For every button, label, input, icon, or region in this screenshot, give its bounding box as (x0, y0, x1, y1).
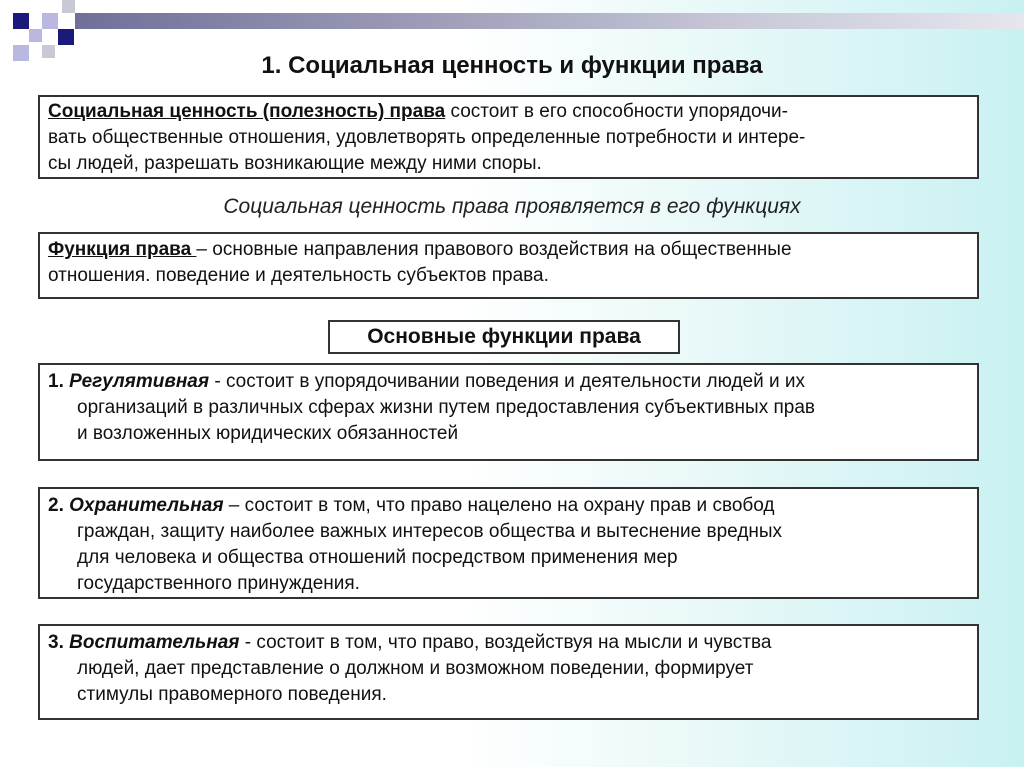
function-text: - состоит в упорядочивании поведения и деятельности людей и их (209, 371, 806, 392)
definition-term: Социальная ценность (полезность) права (48, 101, 446, 122)
function-name: Воспитательная (69, 632, 240, 653)
function-first-line (48, 630, 969, 656)
function-text: людей, дает представление о должном и возможном поведении, формирует (77, 658, 754, 679)
function-text: – состоит в том, что право нацелено на охрану прав и свобод (223, 495, 775, 516)
decor-square-grey (62, 0, 75, 13)
decor-square-lavender (29, 29, 42, 42)
function-name: Охранительная (69, 495, 224, 516)
function-text: организаций в различных сферах жизни путем предоставления субъективных прав (77, 397, 816, 418)
definition-text: – основные направления правового воздействия на общественные (196, 239, 792, 260)
definition-text: отношения. поведение и деятельность субъектов права. (48, 265, 549, 286)
function-text: граждан, защиту наиболее важных интересов общества и вытеснение вредных (77, 521, 783, 542)
decor-square-navy (58, 29, 74, 45)
function-text: стимулы правомерного поведения. (77, 684, 387, 705)
functions-heading: Основные функции права (328, 320, 680, 354)
definition-text: сы людей, разрешать возникающие между ними споры. (48, 153, 542, 174)
function-box-protective (38, 487, 979, 599)
function-box-educational (38, 624, 979, 720)
definition-social-value-box (38, 95, 979, 179)
function-text: для человека и общества отношений посредством применения мер (77, 547, 678, 568)
function-box-regulatory (38, 363, 979, 461)
function-first-line (48, 493, 969, 519)
definition-term: Функция права (48, 239, 197, 260)
decor-square-navy (13, 13, 29, 29)
definition-function-box (38, 232, 979, 299)
function-name: Регулятивная (69, 371, 210, 392)
function-number: 1. (48, 371, 64, 392)
header-decor-bar (75, 13, 1024, 29)
subtitle: Социальная ценность права проявляется в его функциях (223, 195, 801, 218)
function-first-line (48, 369, 969, 395)
decor-square-lavender (42, 13, 58, 29)
function-text: государственного принуждения. (77, 573, 360, 594)
definition-text: состоит в его способности упорядочи- (445, 101, 788, 122)
function-text: - состоит в том, что право, воздействуя на мысли и чувства (239, 632, 772, 653)
function-text: и возложенных юридических обязанностей (77, 423, 459, 444)
function-number: 3. (48, 632, 64, 653)
page-title: 1. Социальная ценность и функции права (261, 52, 763, 79)
function-number: 2. (48, 495, 64, 516)
definition-text: вать общественные отношения, удовлетворять определенные потребности и интере- (48, 127, 806, 148)
